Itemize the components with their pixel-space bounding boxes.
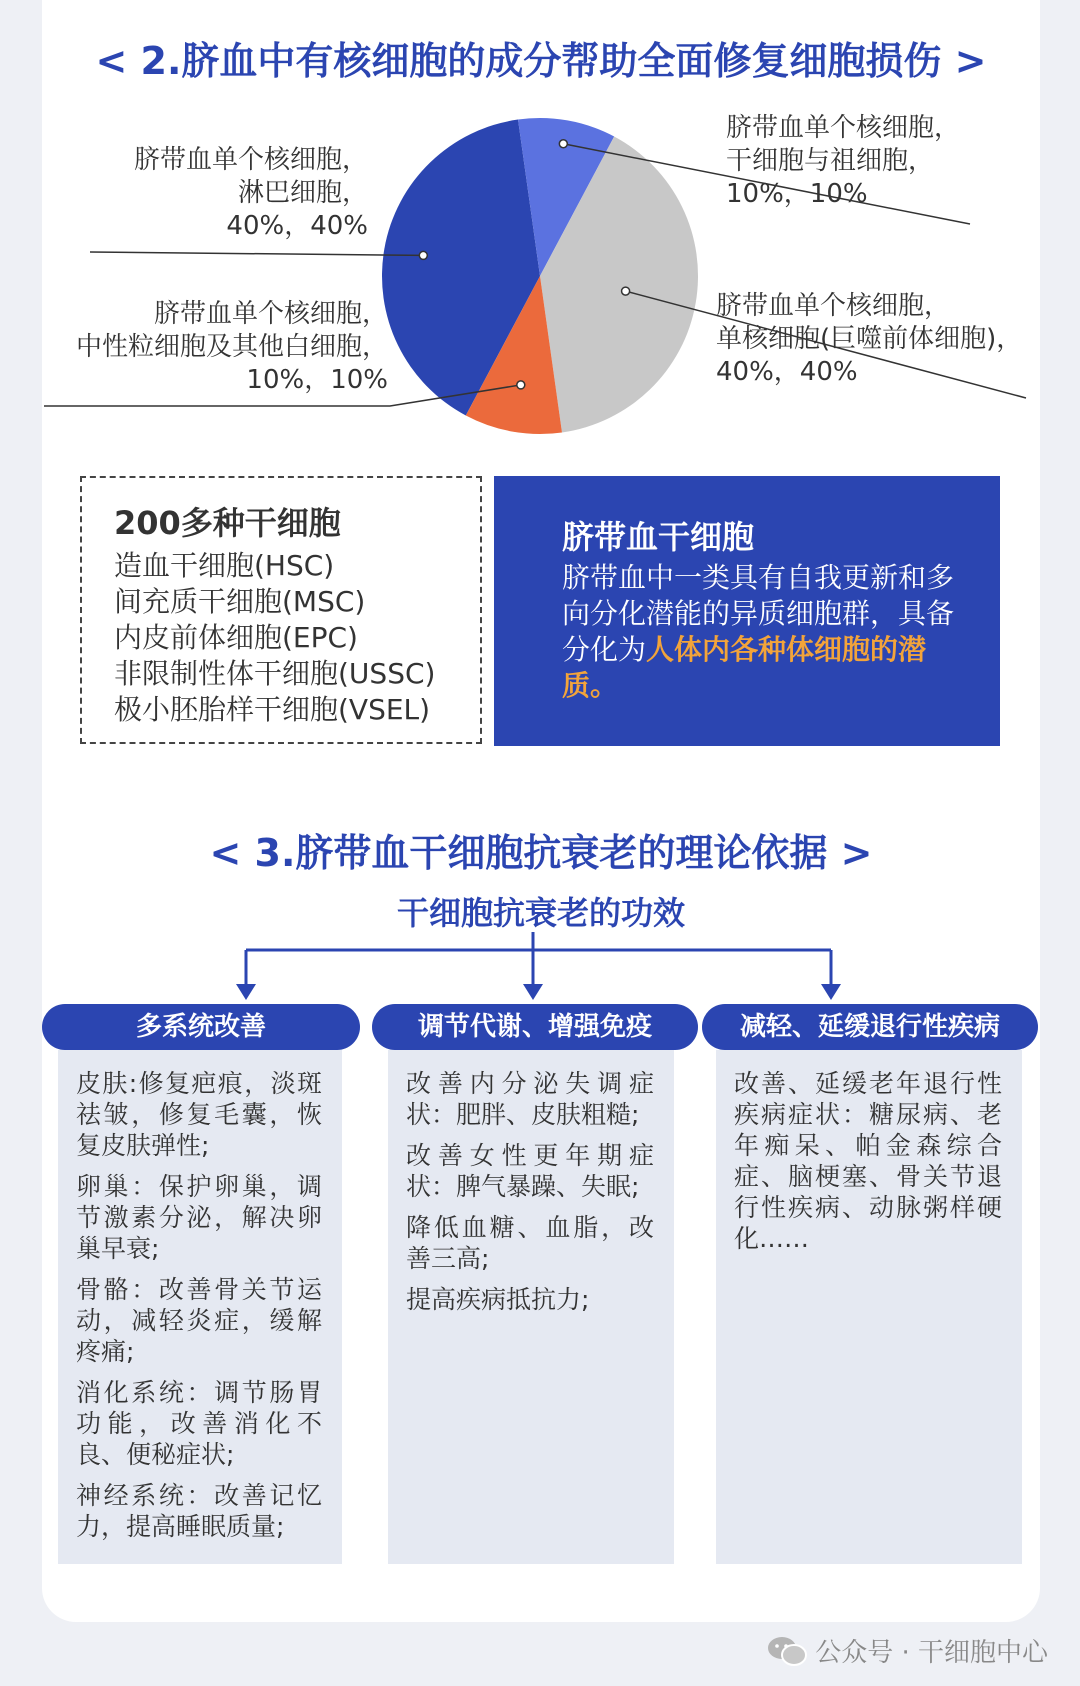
stemcell-types-title: 200多种干细胞 [114, 504, 341, 542]
tree-connector [0, 916, 1080, 1006]
list-item: 卵巢：保护卵巢，调节激素分泌，解决卵巢早衰; [76, 1172, 322, 1263]
pie-label-line: 10%，10% [726, 179, 868, 209]
pie-label-line: 脐带血单个核细胞， [133, 145, 368, 175]
section3-subtitle: 干细胞抗衰老的功效 [396, 894, 685, 932]
column-metabolism [388, 1050, 674, 1564]
cordblood-box [494, 476, 1000, 746]
pie-leader-line [90, 252, 423, 255]
pie-label-lymph [134, 144, 368, 243]
list-item: 改善女性更年期症状：脾气暴躁、失眠; [406, 1141, 654, 1201]
list-item: 改善内分泌失调症状：肥胖、皮肤粗糙; [406, 1069, 654, 1129]
list-item: 间充质干细胞(MSC) [114, 585, 366, 618]
column-header-multisystem: 多系统改善 [42, 1004, 360, 1050]
pie-label-line: 淋巴细胞， [237, 178, 368, 208]
list-item: 消化系统：调节肠胃功能，改善消化不良、便秘症状; [76, 1378, 322, 1469]
list-item: 提高疾病抵抗力; [406, 1285, 590, 1314]
list-item: 内皮前体细胞(EPC) [114, 621, 358, 654]
list-item: 极小胚胎样干细胞(VSEL) [114, 693, 431, 726]
pie-leader-dot [517, 381, 525, 389]
wechat-footer [767, 1632, 1048, 1669]
column-header-metabolism: 调节代谢、增强免疫 [372, 1004, 698, 1050]
pie-label-line: 中性粒细胞及其他白细胞， [75, 332, 388, 362]
list-item: 改善、延缓老年退行性疾病症状：糖尿病、老年痴呆、帕金森综合症、脑梗塞、骨关节退行性疾病、动脉粥样硬化…… [734, 1069, 1002, 1253]
pie-label-line: 40%，40% [716, 357, 858, 387]
wechat-icon [767, 1635, 807, 1667]
list-item: 骨骼：改善骨关节运动，减轻炎症，缓解疼痛; [76, 1275, 322, 1366]
column-multisystem [58, 1050, 342, 1564]
stemcell-types-box [80, 476, 482, 744]
pie-label-line: 10%，10% [246, 365, 388, 395]
pie-label-line: 脐带血单个核细胞， [716, 291, 951, 321]
list-item: 造血干细胞(HSC) [114, 549, 335, 582]
stemcell-types-list [114, 548, 435, 728]
pie-label-line: 单核细胞(巨噬前体细胞)， [716, 324, 1023, 354]
column-degenerative [716, 1050, 1022, 1564]
pie-label-stem [726, 112, 960, 211]
cordblood-desc-highlight: 人体内各种体细胞的潜质。 [562, 633, 927, 702]
pie-label-mono [716, 290, 1022, 389]
pie-label-line: 脐带血单个核细胞， [726, 113, 961, 143]
section3-title: < 3.脐带血干细胞抗衰老的理论依据 > [209, 831, 873, 875]
pie-label-line: 脐带血单个核细胞， [153, 299, 388, 329]
pie-label-line: 40%，40% [226, 211, 368, 241]
pie-label-neutro [76, 298, 388, 397]
column-header-degenerative: 减轻、延缓退行性疾病 [702, 1004, 1038, 1050]
pie-leader-dot [622, 287, 630, 295]
list-item: 降低血糖、血脂，改善三高; [406, 1213, 654, 1273]
pie-leader-dot [419, 251, 427, 259]
section2-title: < 2.脐血中有核细胞的成分帮助全面修复细胞损伤 > [95, 39, 987, 83]
cordblood-desc [562, 560, 962, 704]
list-item: 神经系统：改善记忆力，提高睡眠质量; [76, 1481, 322, 1541]
pie-label-line: 干细胞与祖细胞， [726, 146, 935, 176]
list-item: 非限制性体干细胞(USSC) [114, 657, 436, 690]
footer-text: 公众号 · 干细胞中心 [815, 1638, 1048, 1668]
list-item: 皮肤:修复疤痕，淡斑祛皱，修复毛囊，恢复皮肤弹性; [76, 1069, 322, 1160]
cordblood-title: 脐带血干细胞 [562, 518, 755, 556]
pie-leader-dot [559, 140, 567, 148]
cordblood-desc-text: 脐带血中一类具有自我更新和多向分化潜能的异质细胞群，具备分化为 [562, 561, 955, 666]
